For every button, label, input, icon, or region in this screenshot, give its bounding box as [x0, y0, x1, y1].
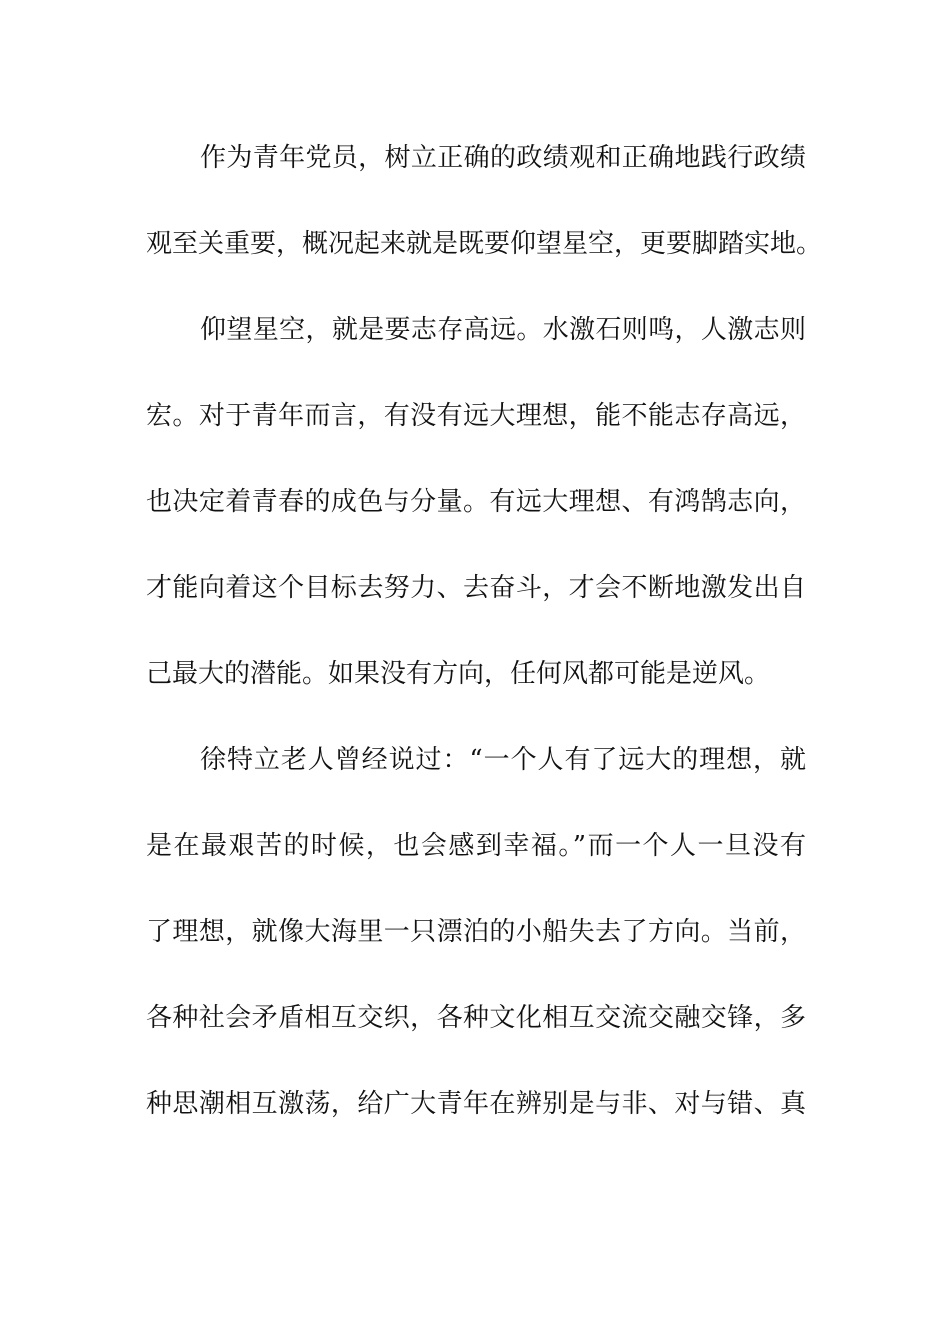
- paragraph-2-line-3: 也决定着青春的成色与分量。有远大理想、有鸿鹄志向，: [146, 487, 806, 517]
- paragraph-3-line-4: 各种社会矛盾相互交织，各种文化相互交流交融交锋，多: [146, 1003, 806, 1033]
- paragraph-2-line-2: 宏。对于青年而言，有没有远大理想，能不能志存高远，: [146, 401, 806, 431]
- paragraph-3-line-5: 种思潮相互激荡，给广大青年在辨别是与非、对与错、真: [146, 1089, 806, 1119]
- paragraph-2-line-5: 己最大的潜能。如果没有方向，任何风都可能是逆风。: [146, 659, 771, 689]
- paragraph-2-line-1: 仰望星空，就是要志存高远。水激石则鸣，人激志则: [200, 315, 806, 345]
- paragraph-1-line-1: 作为青年党员，树立正确的政绩观和正确地践行政绩: [200, 143, 806, 173]
- paragraph-3-line-2: 是在最艰苦的时候，也会感到幸福。”而一个人一旦没有: [146, 831, 806, 861]
- paragraph-3-line-1: 徐特立老人曾经说过：“一个人有了远大的理想，就: [200, 745, 806, 775]
- paragraph-1-line-2: 观至关重要，概况起来就是既要仰望星空，更要脚踏实地。: [146, 229, 823, 259]
- paragraph-3-line-3: 了理想，就像大海里一只漂泊的小船失去了方向。当前，: [146, 917, 806, 947]
- paragraph-2-line-4: 才能向着这个目标去努力、去奋斗，才会不断地激发出自: [146, 573, 806, 603]
